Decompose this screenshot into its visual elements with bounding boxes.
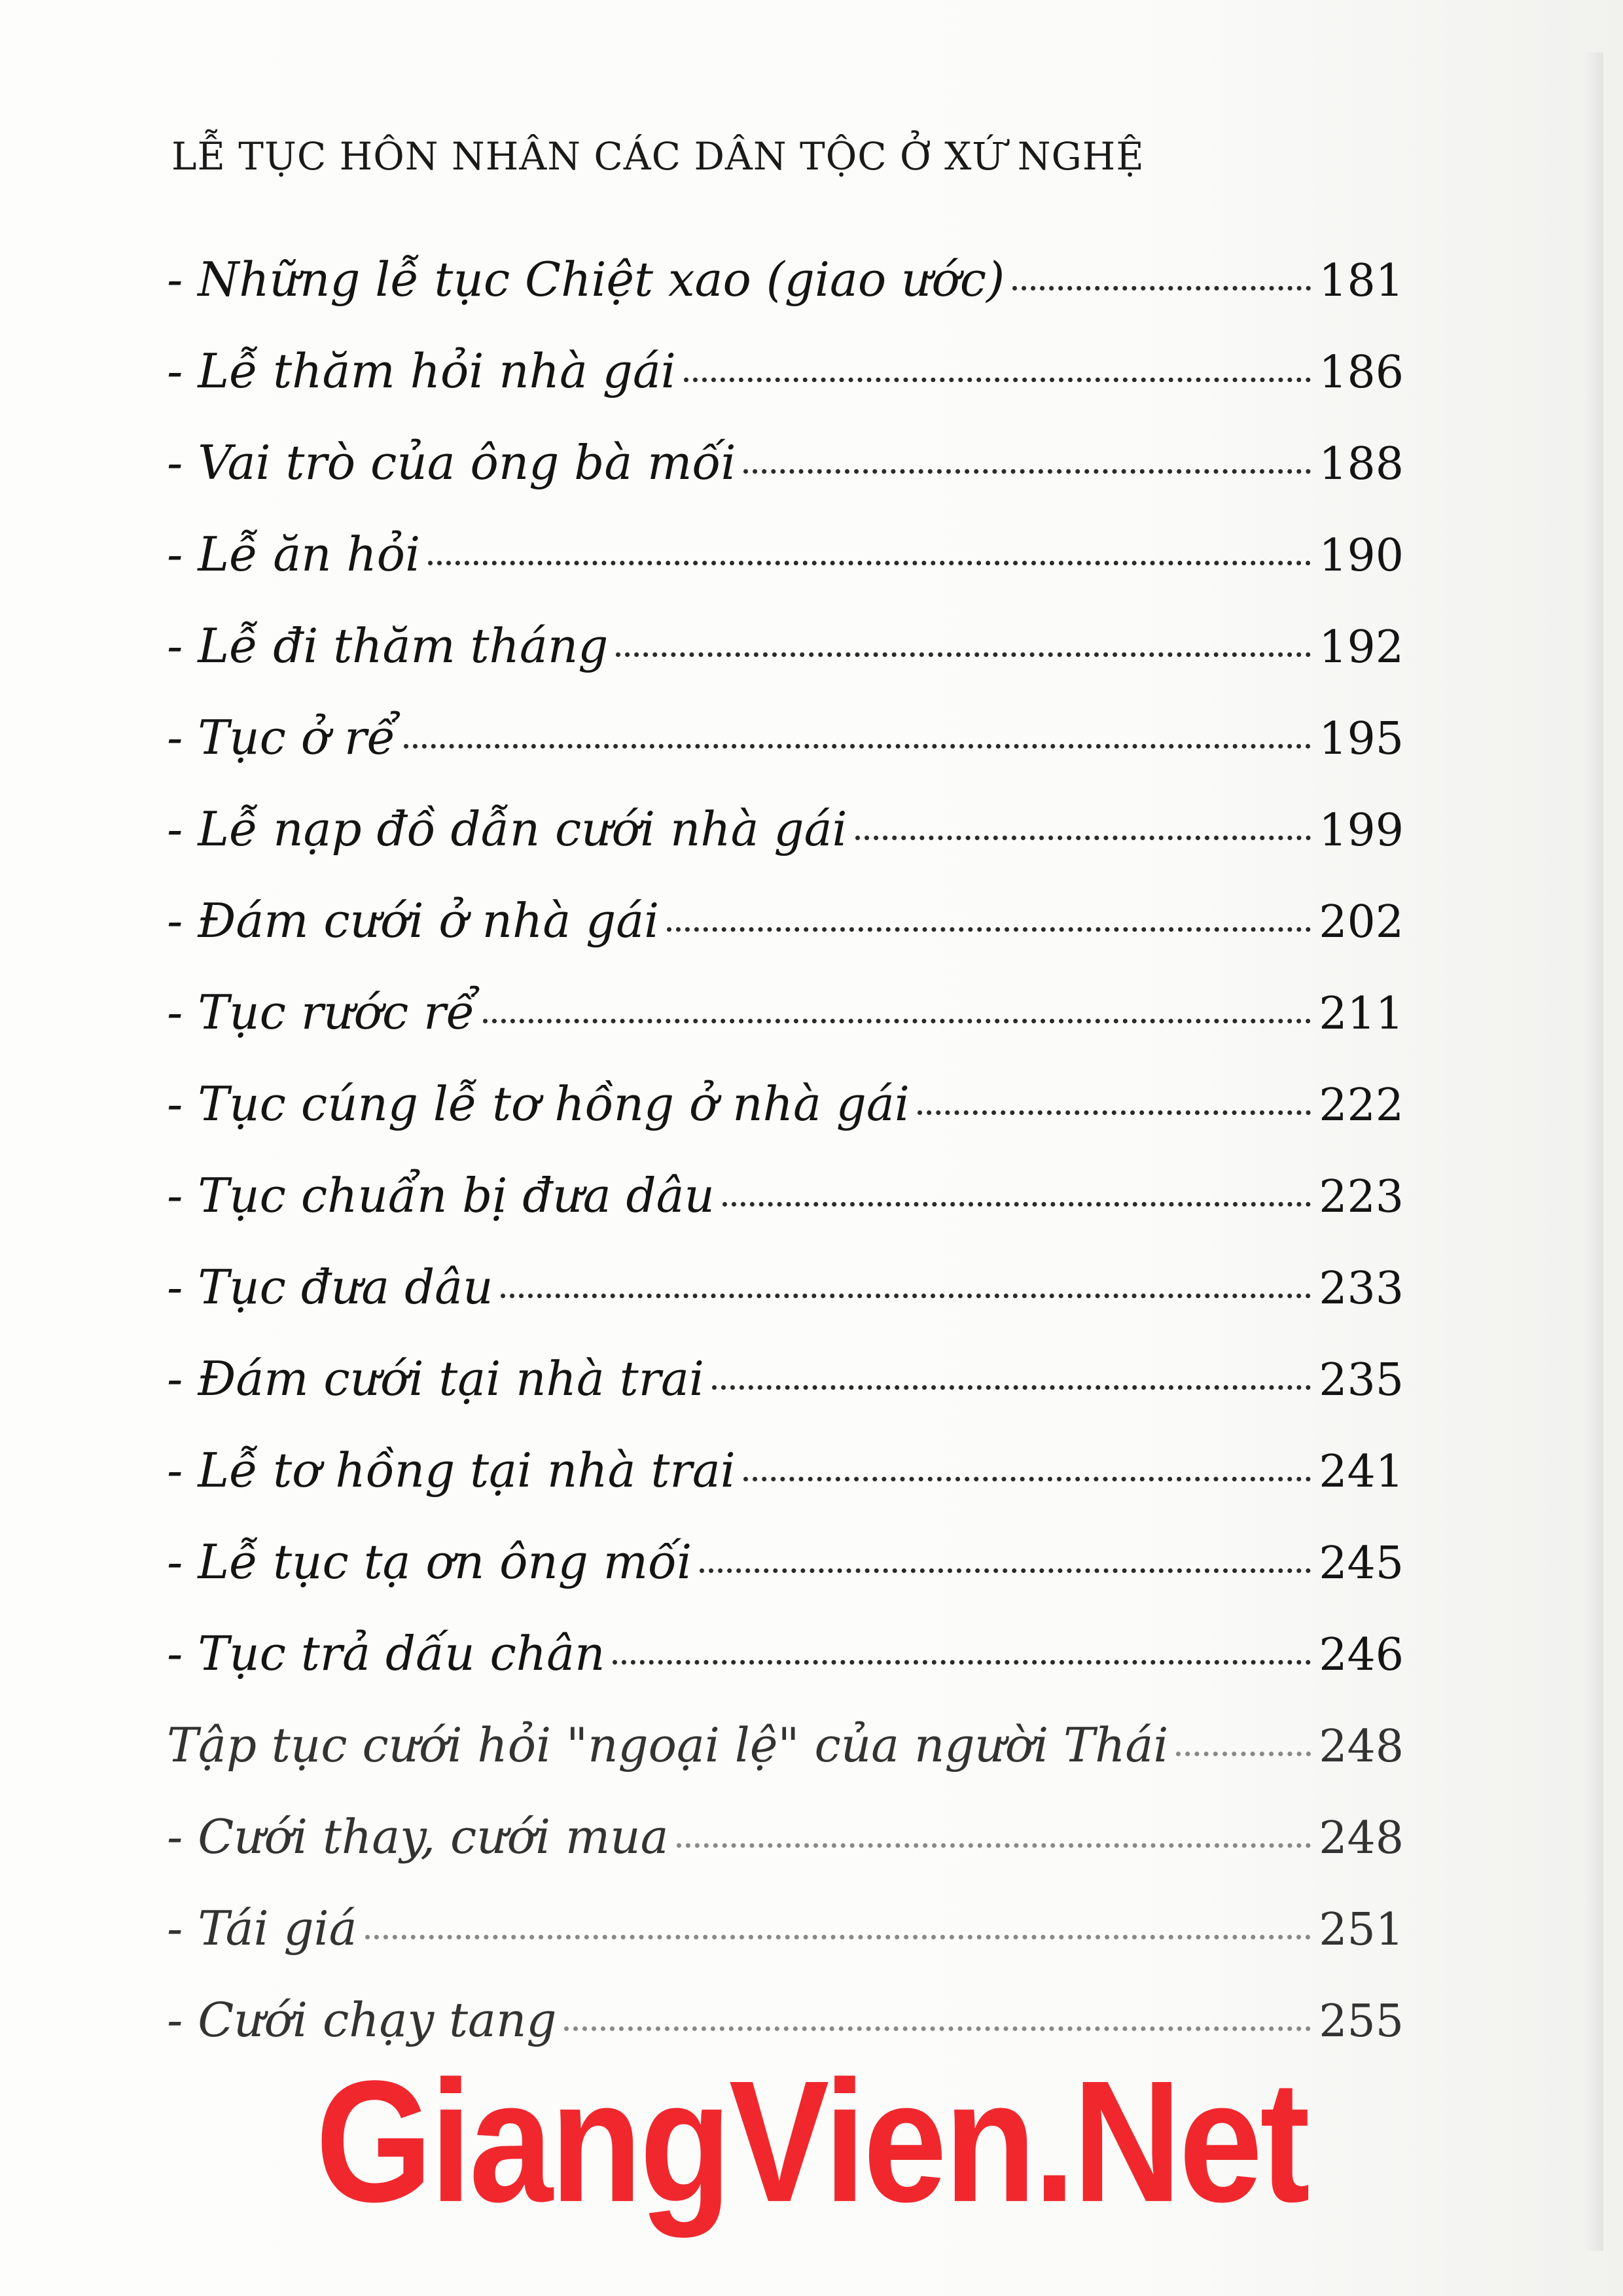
toc-entry-page: 233	[1319, 1263, 1404, 1315]
toc-entry-title: Tập tục cưới hỏi "ngoại lệ" của người Thái	[167, 1718, 1169, 1773]
toc-leader-dots	[613, 1660, 1311, 1665]
page-edge-shadow	[1584, 52, 1603, 2251]
toc-leader-dots	[677, 1843, 1311, 1848]
toc-entry	[167, 710, 1404, 802]
toc-entry-title: - Vai trò của ông bà mối	[167, 435, 736, 490]
toc-entry	[167, 1351, 1404, 1443]
toc-entry-page: 248	[1319, 1721, 1404, 1773]
toc-leader-dots	[684, 378, 1311, 382]
toc-leader-dots	[1012, 286, 1311, 291]
toc-leader-dots	[918, 1110, 1311, 1115]
toc-leader-dots	[1176, 1752, 1311, 1756]
toc-entry	[167, 985, 1404, 1076]
toc-entry-page: 248	[1319, 1812, 1404, 1864]
toc-entry	[167, 1168, 1404, 1260]
toc-entry-title: - Lễ đi thăm tháng	[167, 618, 609, 673]
toc-leader-dots	[501, 1294, 1311, 1298]
toc-entry-page: 190	[1319, 530, 1404, 582]
toc-leader-dots	[712, 1385, 1311, 1390]
toc-entry	[167, 1534, 1404, 1626]
toc-entry-title: - Tái giá	[167, 1901, 357, 1956]
toc-entry-page: 211	[1319, 988, 1404, 1040]
toc-leader-dots	[722, 1202, 1311, 1207]
toc-entry-title: - Cưới thay, cưới mua	[167, 1809, 669, 1864]
toc-entry	[167, 1443, 1404, 1534]
toc-leader-dots	[404, 744, 1311, 749]
watermark-text: GiangVien.Net	[315, 2044, 1308, 2238]
toc-entry-page: 186	[1319, 347, 1404, 398]
toc-entry-page: 251	[1319, 1904, 1404, 1956]
toc-entry-page: 246	[1319, 1629, 1404, 1681]
toc-entry-page: 181	[1319, 255, 1404, 307]
toc-entry-title: - Tục ở rể	[167, 710, 396, 765]
toc-entry-title: - Lễ nạp đồ dẫn cưới nhà gái	[167, 802, 847, 857]
toc-entry	[167, 618, 1404, 710]
toc-entry-title: - Tục chuẩn bị đưa dâu	[167, 1168, 715, 1223]
toc-entry-title: - Lễ tơ hồng tại nhà trai	[167, 1443, 736, 1498]
toc-section-entry	[167, 1718, 1404, 1809]
toc-leader-dots	[564, 2026, 1311, 2031]
toc-entry	[167, 527, 1404, 618]
toc-leader-dots	[700, 1568, 1311, 1573]
toc-entry-page: 222	[1319, 1080, 1404, 1131]
toc-entry-title: - Tục cúng lễ tơ hồng ở nhà gái	[167, 1076, 910, 1131]
toc-entry-title: - Cưới chạy tang	[167, 1992, 557, 2047]
toc-leader-dots	[855, 836, 1311, 840]
toc-entry	[167, 344, 1404, 435]
toc-entry	[167, 1809, 1404, 1901]
toc-entry-title: - Lễ thăm hỏi nhà gái	[167, 344, 676, 398]
toc-leader-dots	[365, 1935, 1311, 1939]
toc-entry-title: - Tục đưa dâu	[167, 1260, 493, 1315]
toc-leader-dots	[667, 927, 1311, 932]
toc-entry-page: 199	[1319, 805, 1404, 857]
toc-leader-dots	[743, 469, 1311, 474]
toc-entry	[167, 1076, 1404, 1168]
toc-entry	[167, 1626, 1404, 1718]
toc-entry-page: 223	[1319, 1171, 1404, 1223]
running-header: LỄ TỤC HÔN NHÂN CÁC DÂN TỘC Ở XỨ NGHỆ	[171, 134, 1145, 179]
toc-entry-title: - Lễ tục tạ ơn ông mối	[167, 1534, 692, 1589]
toc-leader-dots	[743, 1477, 1311, 1481]
toc-entry-page: 192	[1319, 622, 1404, 673]
toc-entry	[167, 252, 1404, 344]
toc-entry-page: 188	[1319, 438, 1404, 490]
toc-entry	[167, 1901, 1404, 1992]
toc-entry-page: 202	[1319, 896, 1404, 948]
table-of-contents	[167, 252, 1404, 2084]
toc-leader-dots	[483, 1019, 1311, 1023]
toc-entry	[167, 893, 1404, 985]
toc-entry-page: 255	[1319, 1996, 1404, 2047]
toc-leader-dots	[428, 561, 1311, 565]
toc-entry-title: - Những lễ tục Chiệt xao (giao ước)	[167, 252, 1005, 307]
toc-entry-title: - Đám cưới ở nhà gái	[167, 893, 660, 948]
toc-entry	[167, 435, 1404, 527]
toc-entry-page: 241	[1319, 1446, 1404, 1498]
toc-entry-title: - Lễ ăn hỏi	[167, 527, 421, 582]
toc-entry-title: - Tục rước rể	[167, 985, 475, 1040]
toc-entry-title: - Tục trả dấu chân	[167, 1626, 605, 1681]
toc-entry-page: 245	[1319, 1538, 1404, 1589]
toc-entry-title: - Đám cưới tại nhà trai	[167, 1351, 705, 1406]
toc-entry-page: 235	[1319, 1354, 1404, 1406]
toc-entry	[167, 802, 1404, 893]
toc-leader-dots	[616, 652, 1311, 657]
toc-entry	[167, 1260, 1404, 1351]
toc-entry-page: 195	[1319, 713, 1404, 765]
